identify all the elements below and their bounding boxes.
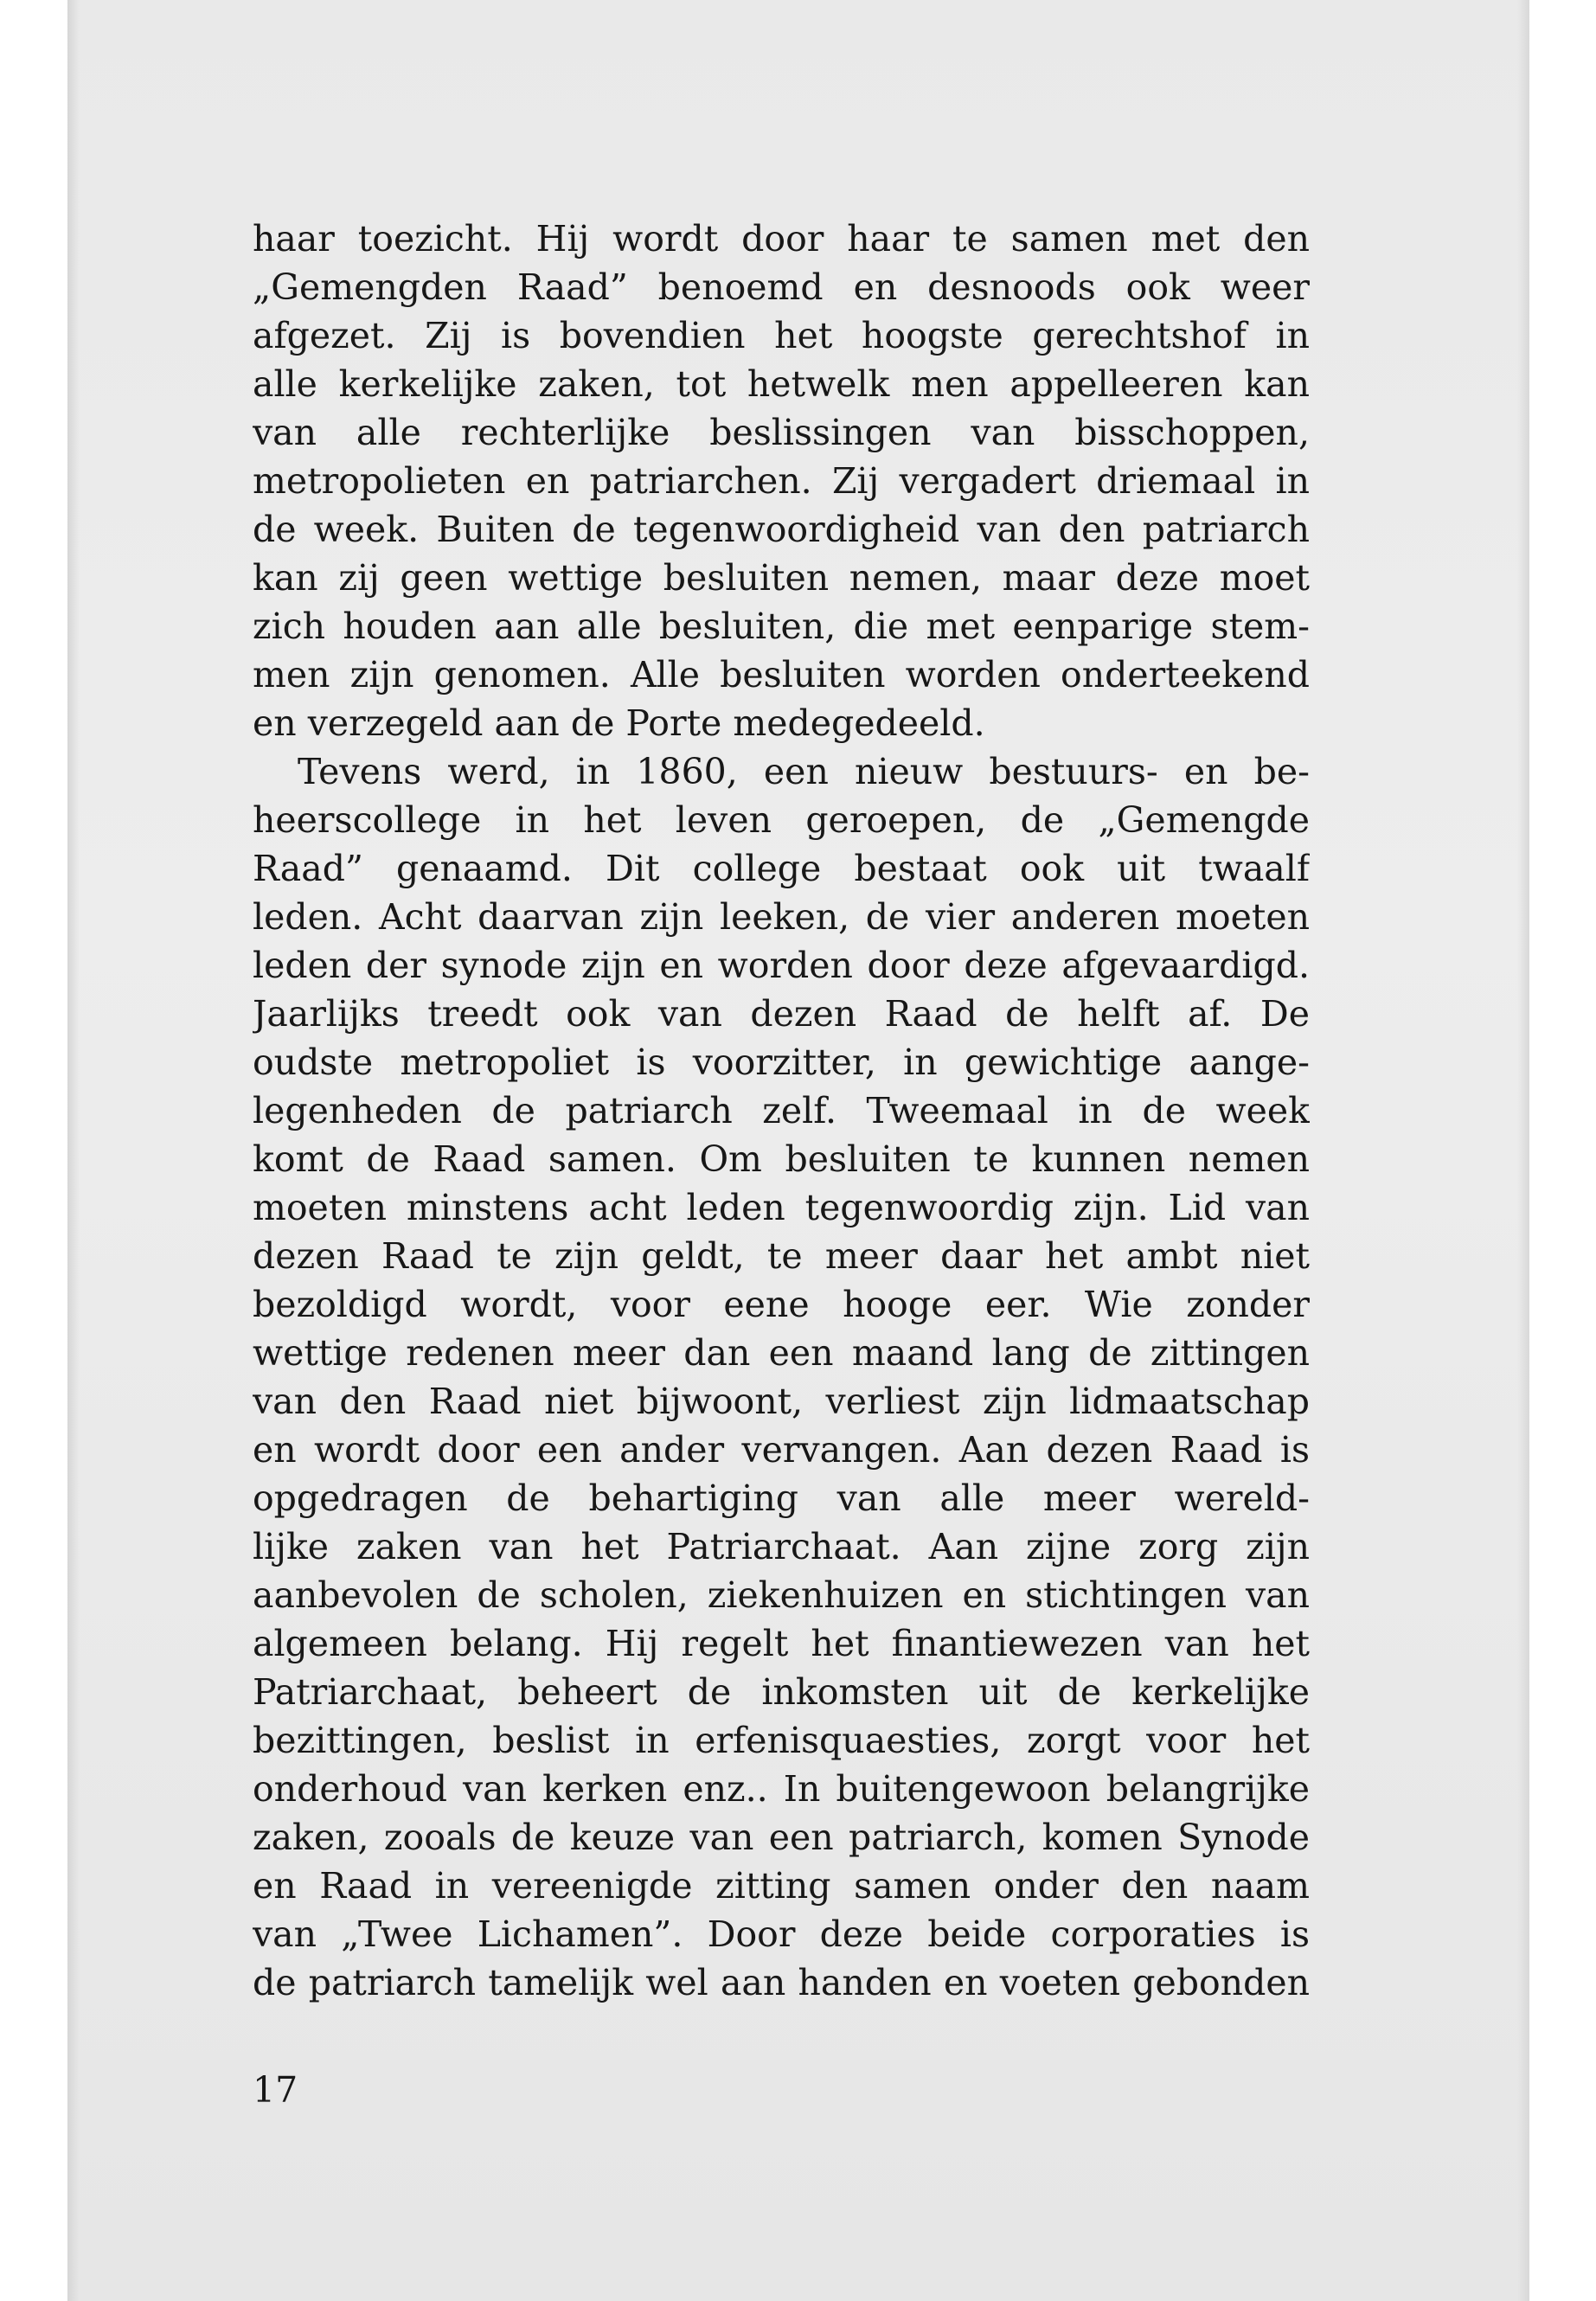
text-line: van alle rechterlijke beslissingen van bisschoppen, (253, 412, 1310, 453)
text-line: en Raad in vereenigde zitting samen onder den naam (253, 1865, 1310, 1907)
text-line: lijke zaken van het Patriarchaat. Aan zijne zorg zijn (253, 1526, 1310, 1567)
text-line: legenheden de patriarch zelf. Tweemaal in de week (253, 1090, 1310, 1131)
text-line: wettige redenen meer dan een maand lang de zittingen (253, 1332, 1310, 1374)
text-line: heerscollege in het leven geroepen, de „Gemengde (253, 799, 1310, 841)
text-line: Patriarchaat, beheert de inkomsten uit de kerkelijke (253, 1671, 1310, 1713)
body-text (253, 215, 1310, 2007)
paper-left-shadow (67, 0, 80, 2301)
paper-right-shadow (1517, 0, 1529, 2301)
text-line: moeten minstens acht leden tegenwoordig zijn. Lid van (253, 1187, 1310, 1228)
text-line: van den Raad niet bijwoont, verliest zijn lidmaatschap (253, 1381, 1310, 1422)
text-line: bezittingen, beslist in erfenisquaesties, zorgt voor het (253, 1720, 1310, 1761)
text-line: de week. Buiten de tegenwoordigheid van den patriarch (253, 509, 1310, 550)
text-line: afgezet. Zij is bovendien het hoogste gerechtshof in (253, 315, 1310, 356)
text-line: bezoldigd wordt, voor eene hooge eer. Wie zonder (253, 1284, 1310, 1325)
text-line: zich houden aan alle besluiten, die met eenparige stem- (253, 606, 1310, 647)
text-line: en wordt door een ander vervangen. Aan dezen Raad is (253, 1429, 1310, 1471)
text-line: opgedragen de behartiging van alle meer wereld- (253, 1477, 1310, 1519)
text-line: de patriarch tamelijk wel aan handen en voeten gebonden (253, 1962, 1310, 2003)
text-line: alle kerkelijke zaken, tot hetwelk men appelleeren kan (253, 363, 1310, 405)
text-line: metropolieten en patriarchen. Zij vergadert driemaal in (253, 460, 1310, 502)
text-line: kan zij geen wettige besluiten nemen, maar deze moet (253, 557, 1310, 599)
text-line: „Gemengden Raad” benoemd en desnoods ook weer (253, 266, 1310, 308)
paragraph-start-line: Tevens werd, in 1860, een nieuw bestuurs- en be- (298, 751, 1310, 792)
text-line: van „Twee Lichamen”. Door deze beide corporaties is (253, 1913, 1310, 1955)
text-line: zaken, zooals de keuze van een patriarch, komen Synode (253, 1817, 1310, 1858)
text-line: dezen Raad te zijn geldt, te meer daar het ambt niet (253, 1235, 1310, 1277)
text-line: algemeen belang. Hij regelt het finantiewezen van het (253, 1623, 1310, 1664)
text-line: leden der synode zijn en worden door deze afgevaardigd. (253, 945, 1310, 986)
text-line: Jaarlijks treedt ook van dezen Raad de helft af. De (253, 993, 1310, 1035)
text-line: Raad” genaamd. Dit college bestaat ook uit twaalf (253, 848, 1310, 889)
text-line: men zijn genomen. Alle besluiten worden onderteekend (253, 654, 1310, 695)
text-line: aanbevolen de scholen, ziekenhuizen en stichtingen van (253, 1574, 1310, 1616)
text-line: onderhoud van kerken enz.. In buitengewoon belangrijke (253, 1768, 1310, 1810)
page-number: 17 (253, 2069, 298, 2111)
paragraph-end-line: en verzegeld aan de Porte medegedeeld. (253, 702, 985, 744)
text-line: oudste metropoliet is voorzitter, in gewichtige aange- (253, 1042, 1310, 1083)
text-line: haar toezicht. Hij wordt door haar te samen met den (253, 218, 1310, 260)
text-line: komt de Raad samen. Om besluiten te kunnen nemen (253, 1138, 1310, 1180)
text-line: leden. Acht daarvan zijn leeken, de vier anderen moeten (253, 896, 1310, 938)
